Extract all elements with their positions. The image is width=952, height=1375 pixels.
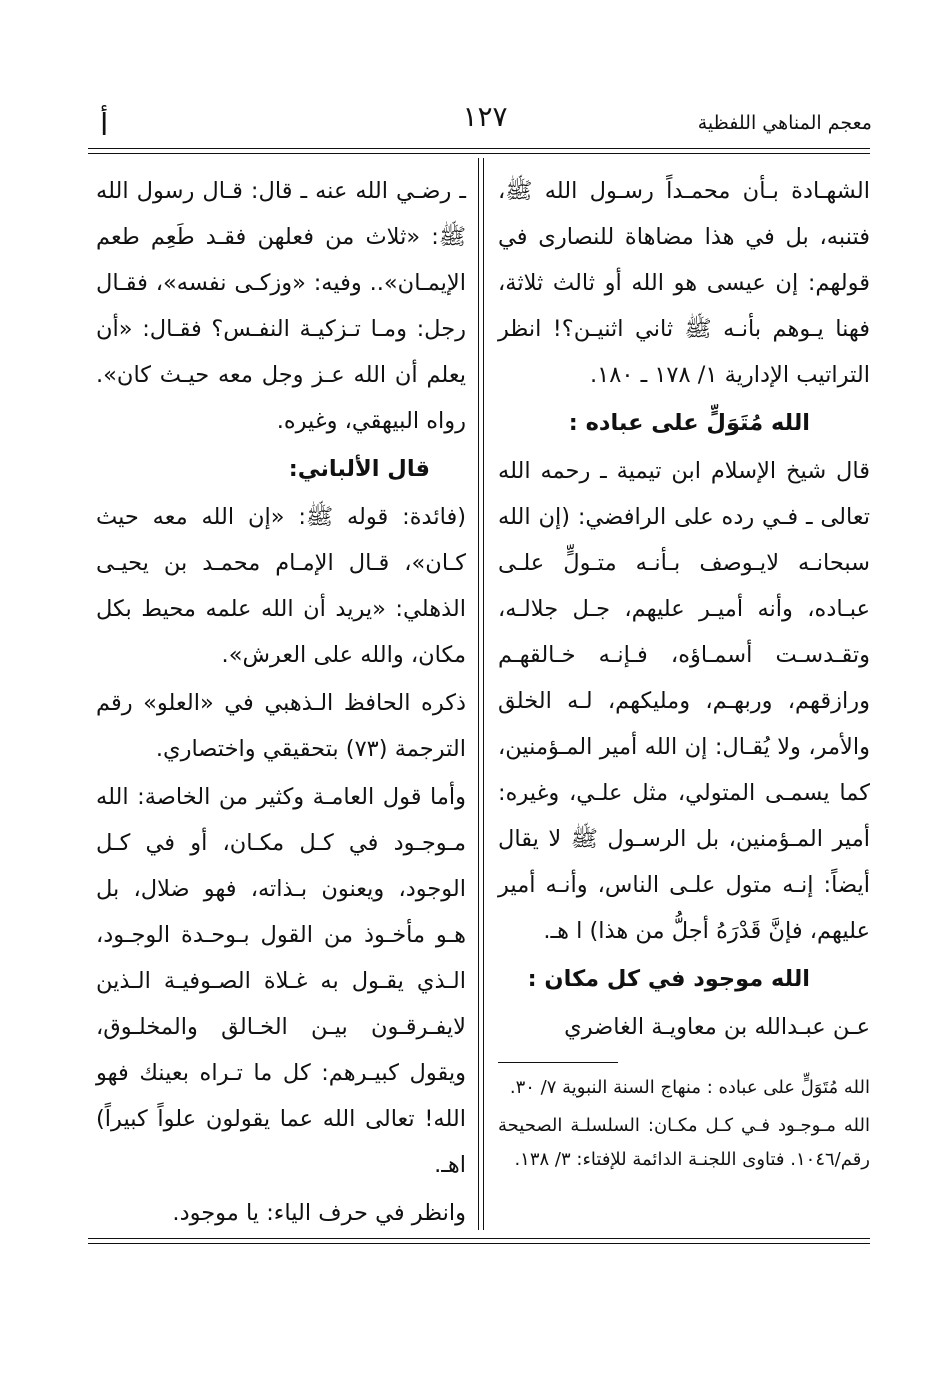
left-heading-1: قال الألباني: <box>288 456 430 482</box>
part-letter: أ <box>100 108 109 143</box>
header-rule-top <box>88 148 870 149</box>
left-column <box>96 168 466 1238</box>
page-number: ١٢٧ <box>462 100 508 133</box>
right-heading-1: الله مُتَوَلٍّ على عباده : <box>568 410 810 436</box>
column-divider-left <box>483 158 484 1230</box>
right-paragraph-1: الشهـادة بـأن محمـداً رسـول الله ﷺ، فتنبه، بل في هذا مضاهاة للنصارى في قولهم: إن عيسى هو الله أو ثالث ثلاثة، فهنا يـوهم بأنـه ﷺ ثاني اثنيـن؟! انظر التراتيب الإدارية ١/ ١٧٨ ـ ١٨٠. <box>498 178 870 388</box>
running-title: معجم المناهي اللفظية <box>697 112 872 134</box>
right-paragraph-3: عـن عبـدالله بن معاويـة الغاضري <box>564 1014 870 1040</box>
header-rule-bottom <box>88 153 870 154</box>
footnote-1: الله مُتَوَلٍّ على عباده : منهاج السنة النبوية ٧/ ٣٠. <box>509 1077 870 1098</box>
footnote-2: الله مـوجـود فـي كـل مكـان: السلسلـة الصحيحة رقم/١٠٤٦. فتاوى اللجنـة الدائمة للإفتاء: ٣/ ١٣٨. <box>498 1115 870 1170</box>
left-paragraph-3: ذكره الحافظ الـذهبي في «العلو» رقم الترجمة (٧٣) بتحقيقي واختصاري. <box>96 690 466 762</box>
left-paragraph-1: ـ رضـي الله عنه ـ قال: قـال رسول الله ﷺ: «ثلاث من فعلهن فقـد طَعِم طعم الإيمـان».. وفيه: «وزكـى نفسه»، فقـال رجل: ومـا تـزكيـة النفـس؟ فقـال: «أن يعلم أن الله عـز وجل معه حيـث كان». رواه البيهقي، وغيره. <box>96 178 466 434</box>
right-paragraph-2: قال شيخ الإسلام ابن تيمية ـ رحمه الله تعالى ـ فـي رده على الرافضي: (إن الله سبحانـه لايـوصف بـأنـه متـولٍّ علـى عبـاده، وأنه أميـر عليهم، جـل جلالـه، وتقـدسـت أسمـاؤه، فـإنـه خـالقهـم ورازقهم، وربهـم، ومليكهم، لـه الخلق والأمر، ولا يُقـال: إن الله أمير المـؤمنين، كما يسمـى المتولي، مثل علـي، وغيره: أمير المـؤمنين، بل الرسـول ﷺ لا يقال أيضاً: إنـه متول علـى الناس، وأنـه أمير عليهم، فإنَّ قَدْرَهُ أجلُّ من هذا) ا هـ. <box>498 458 870 944</box>
footnote-rule <box>498 1062 618 1063</box>
left-paragraph-4: وأما قول العامـة وكثير من الخاصة: الله مـوجـود في كـل مكـان، أو في كـل الوجود، ويعنون بـذاته، فهو ضلال، بل هـو مأخـوذ من القول بـوحـدة الوجـود، الـذي يقـول به غـلاة الصـوفيـة الـذين لايفـرقـون بيـن الخـالق والمخلـوق، ويقول كبيـرهم: كل ما تـراه بعينك فهو الله! تعالى الله عما يقولون علواً كبيراً) اهـ. <box>96 784 466 1178</box>
footer-rule-top <box>88 1238 870 1239</box>
footer-rule-bottom <box>88 1243 870 1244</box>
left-paragraph-2: (فائدة: قوله ﷺ: «إن الله معه حيث كـان»، قـال الإمـام محمـد بن يحيـى الذهلي: «يريد أن الله علمه محيط بكل مكان، والله على العرش». <box>96 504 466 668</box>
right-heading-2: الله موجود في كل مكان : <box>527 966 810 992</box>
column-divider-right <box>478 158 479 1230</box>
left-paragraph-5: وانظر في حرف الياء: يا موجود. <box>172 1200 466 1226</box>
right-column <box>498 168 870 1181</box>
